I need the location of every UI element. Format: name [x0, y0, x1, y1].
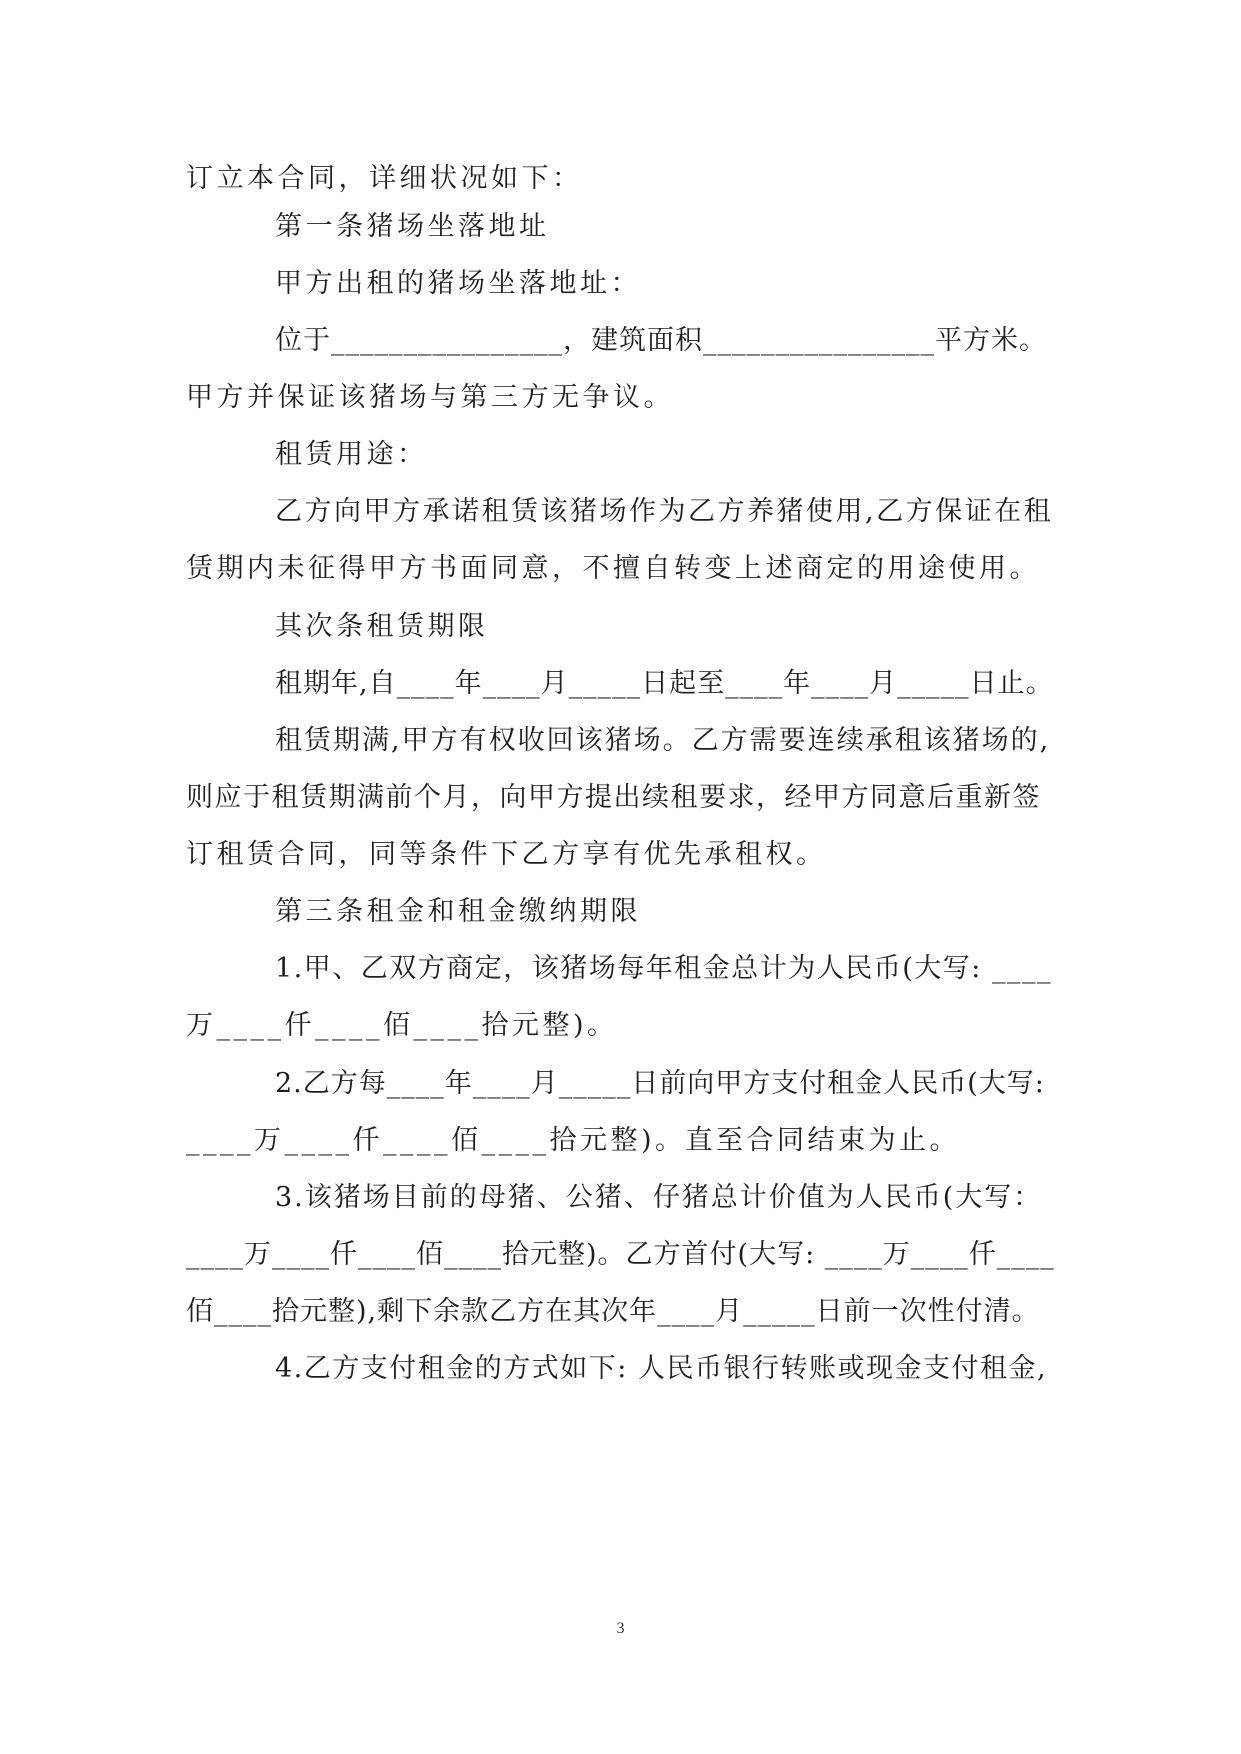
- paragraph-line: 租赁用途：: [275, 439, 428, 470]
- page-number: 3: [616, 1620, 625, 1637]
- paragraph-line: 订立本合同，详细状况如下：: [186, 163, 583, 194]
- paragraph-line: 2.乙方每____年____月_____日前向甲方支付租金人民币(大写:: [275, 1068, 1045, 1099]
- paragraph-line: 甲方并保证该猪场与第三方无争议。: [186, 382, 674, 413]
- paragraph-line: 4.乙方支付租金的方式如下: 人民币银行转账或现金支付租金,: [275, 1353, 1048, 1384]
- paragraph-line: 租期年,自____年____月_____日起至____年____月_____日止。: [275, 668, 1054, 699]
- paragraph-line: 位于________________，建筑面积________________平方米。: [275, 325, 1047, 356]
- paragraph-line: 则应于租赁期满前个月，向甲方提出续租要求，经甲方同意后重新签: [186, 782, 1041, 813]
- paragraph-line: ____万____仟____佰____拾元整)。乙方首付(大写: ____万____仟____: [186, 1239, 1055, 1270]
- section-heading: 其次条租赁期限: [275, 611, 489, 642]
- paragraph-line: 订租赁合同，同等条件下乙方享有优先承租权。: [186, 839, 827, 870]
- paragraph-line: 万____仟____佰____拾元整)。: [186, 1010, 618, 1041]
- paragraph-line: 租赁期满,甲方有权收回该猪场。乙方需要连续承租该猪场的,: [275, 725, 1051, 756]
- paragraph-line: 佰____拾元整),剩下余款乙方在其次年____月_____日前一次性付清。: [186, 1296, 1040, 1327]
- paragraph-line: 1.甲、乙双方商定，该猪场每年租金总计为人民币(大写: ____: [275, 953, 1052, 984]
- section-heading: 第一条猪场坐落地址: [275, 211, 550, 242]
- paragraph-line: ____万____仟____佰____拾元整)。直至合同结束为止。: [186, 1125, 961, 1156]
- paragraph-line: 甲方出租的猪场坐落地址：: [275, 268, 641, 299]
- paragraph-line: 3.该猪场目前的母猪、公猪、仔猪总计价值为人民币(大写：: [275, 1182, 1043, 1213]
- paragraph-line: 赁期内未征得甲方书面同意，不擅自转变上述商定的用途使用。: [186, 553, 1040, 584]
- section-heading: 第三条租金和租金缴纳期限: [275, 896, 641, 927]
- paragraph-line: 乙方向甲方承诺租赁该猪场作为乙方养猪使用,乙方保证在租: [275, 496, 1054, 527]
